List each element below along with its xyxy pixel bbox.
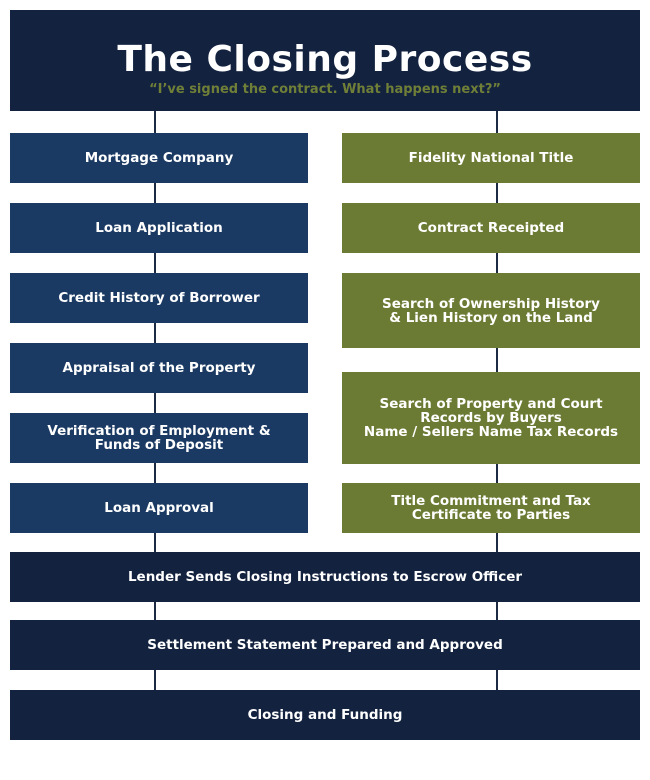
- step-loan-approval: Loan Approval: [10, 483, 308, 533]
- page-subtitle: “I’ve signed the contract. What happens next?”: [149, 82, 501, 97]
- step-fidelity-national-title: Fidelity National Title: [342, 133, 640, 183]
- page-title: The Closing Process: [117, 39, 533, 80]
- step-credit-history: Credit History of Borrower: [10, 273, 308, 323]
- step-property-court-records: Search of Property and Court Records by Buyers Name / Sellers Name Tax Records: [342, 372, 640, 464]
- header-banner: [10, 10, 640, 111]
- step-ownership-search: Search of Ownership History & Lien History on the Land: [342, 273, 640, 348]
- step-loan-application: Loan Application: [10, 203, 308, 253]
- step-closing-funding: Closing and Funding: [10, 690, 640, 740]
- step-settlement-statement: Settlement Statement Prepared and Approved: [10, 620, 640, 670]
- step-verification-employment: Verification of Employment & Funds of Deposit: [10, 413, 308, 463]
- step-appraisal: Appraisal of the Property: [10, 343, 308, 393]
- step-contract-receipted: Contract Receipted: [342, 203, 640, 253]
- step-closing-instructions: Lender Sends Closing Instructions to Escrow Officer: [10, 552, 640, 602]
- step-mortgage-company: Mortgage Company: [10, 133, 308, 183]
- step-title-commitment: Title Commitment and Tax Certificate to Parties: [342, 483, 640, 533]
